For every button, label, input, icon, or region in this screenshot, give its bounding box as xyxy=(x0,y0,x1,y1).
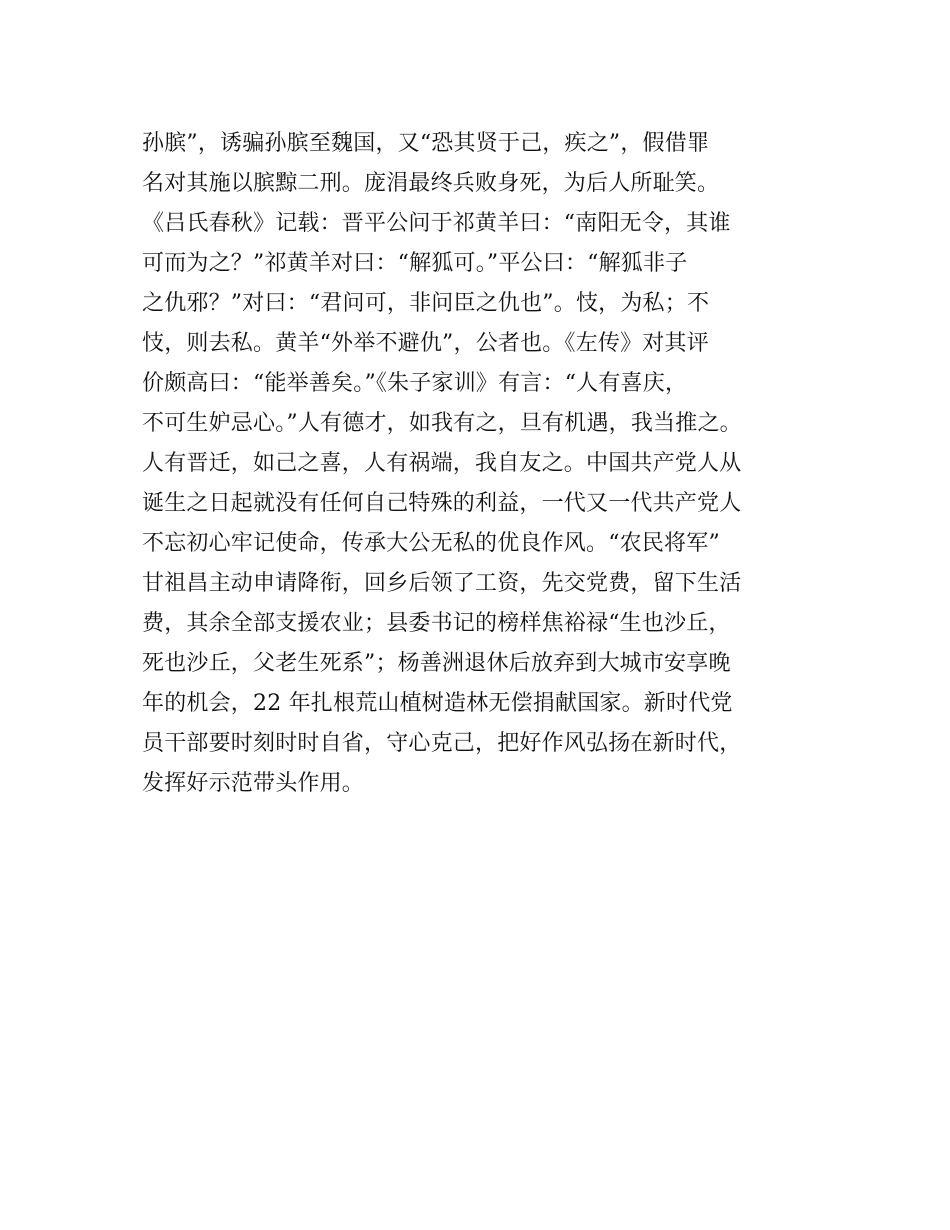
text-line: 名对其施以膑黥二刑。庞涓最终兵败身死，为后人所耻笑。 xyxy=(142,171,720,196)
text-line: 可而为之？”祁黄羊对曰：“解狐可。”平公曰：“解狐非子 xyxy=(142,251,688,276)
text-line: 甘祖昌主动申请降衔，回乡后领了工资，先交党费，留下生活 xyxy=(142,571,742,596)
text-line: 死也沙丘，父老生死系”；杨善洲退休后放弃到大城市安享晚 xyxy=(142,651,731,676)
text-line: 忮，则去私。黄羊“外举不避仇”，公者也。《左传》对其评 xyxy=(142,331,709,356)
text-line: 诞生之日起就没有任何自己特殊的利益，一代又一代共产党人 xyxy=(142,491,742,516)
text-line: 费，其余全部支援农业；县委书记的榜样焦裕禄“生也沙丘， xyxy=(142,611,731,636)
text-line: 员干部要时刻时时自省，守心克己，把好作风弘扬在新时代， xyxy=(142,731,742,756)
text-line: 之仇邪？”对曰：“君问可，非问臣之仇也”。忮，为私；不 xyxy=(142,291,710,316)
text-line: 《吕氏春秋》记载：晋平公问于祁黄羊曰：“南阳无令，其谁 xyxy=(142,211,731,236)
body-text xyxy=(142,124,842,804)
text-line: 年的机会，22 年扎根荒山植树造林无偿捐献国家。新时代党 xyxy=(142,691,733,716)
text-line: 价颇高曰：“能举善矣。”《朱子家训》有言：“人有喜庆， xyxy=(142,371,688,396)
text-line: 孙膑”，诱骗孙膑至魏国，又“恐其贤于己，疾之”，假借罪 xyxy=(142,131,710,156)
text-line: 发挥好示范带头作用。 xyxy=(142,771,365,796)
text-line: 人有晋迁，如己之喜，人有祸端，我自友之。中国共产党人从 xyxy=(142,451,742,476)
text-line: 不忘初心牢记使命，传承大公无私的优良作风。“农民将军” xyxy=(142,531,720,556)
text-line: 不可生妒忌心。”人有德才，如我有之，旦有机遇，我当推之。 xyxy=(142,411,742,436)
